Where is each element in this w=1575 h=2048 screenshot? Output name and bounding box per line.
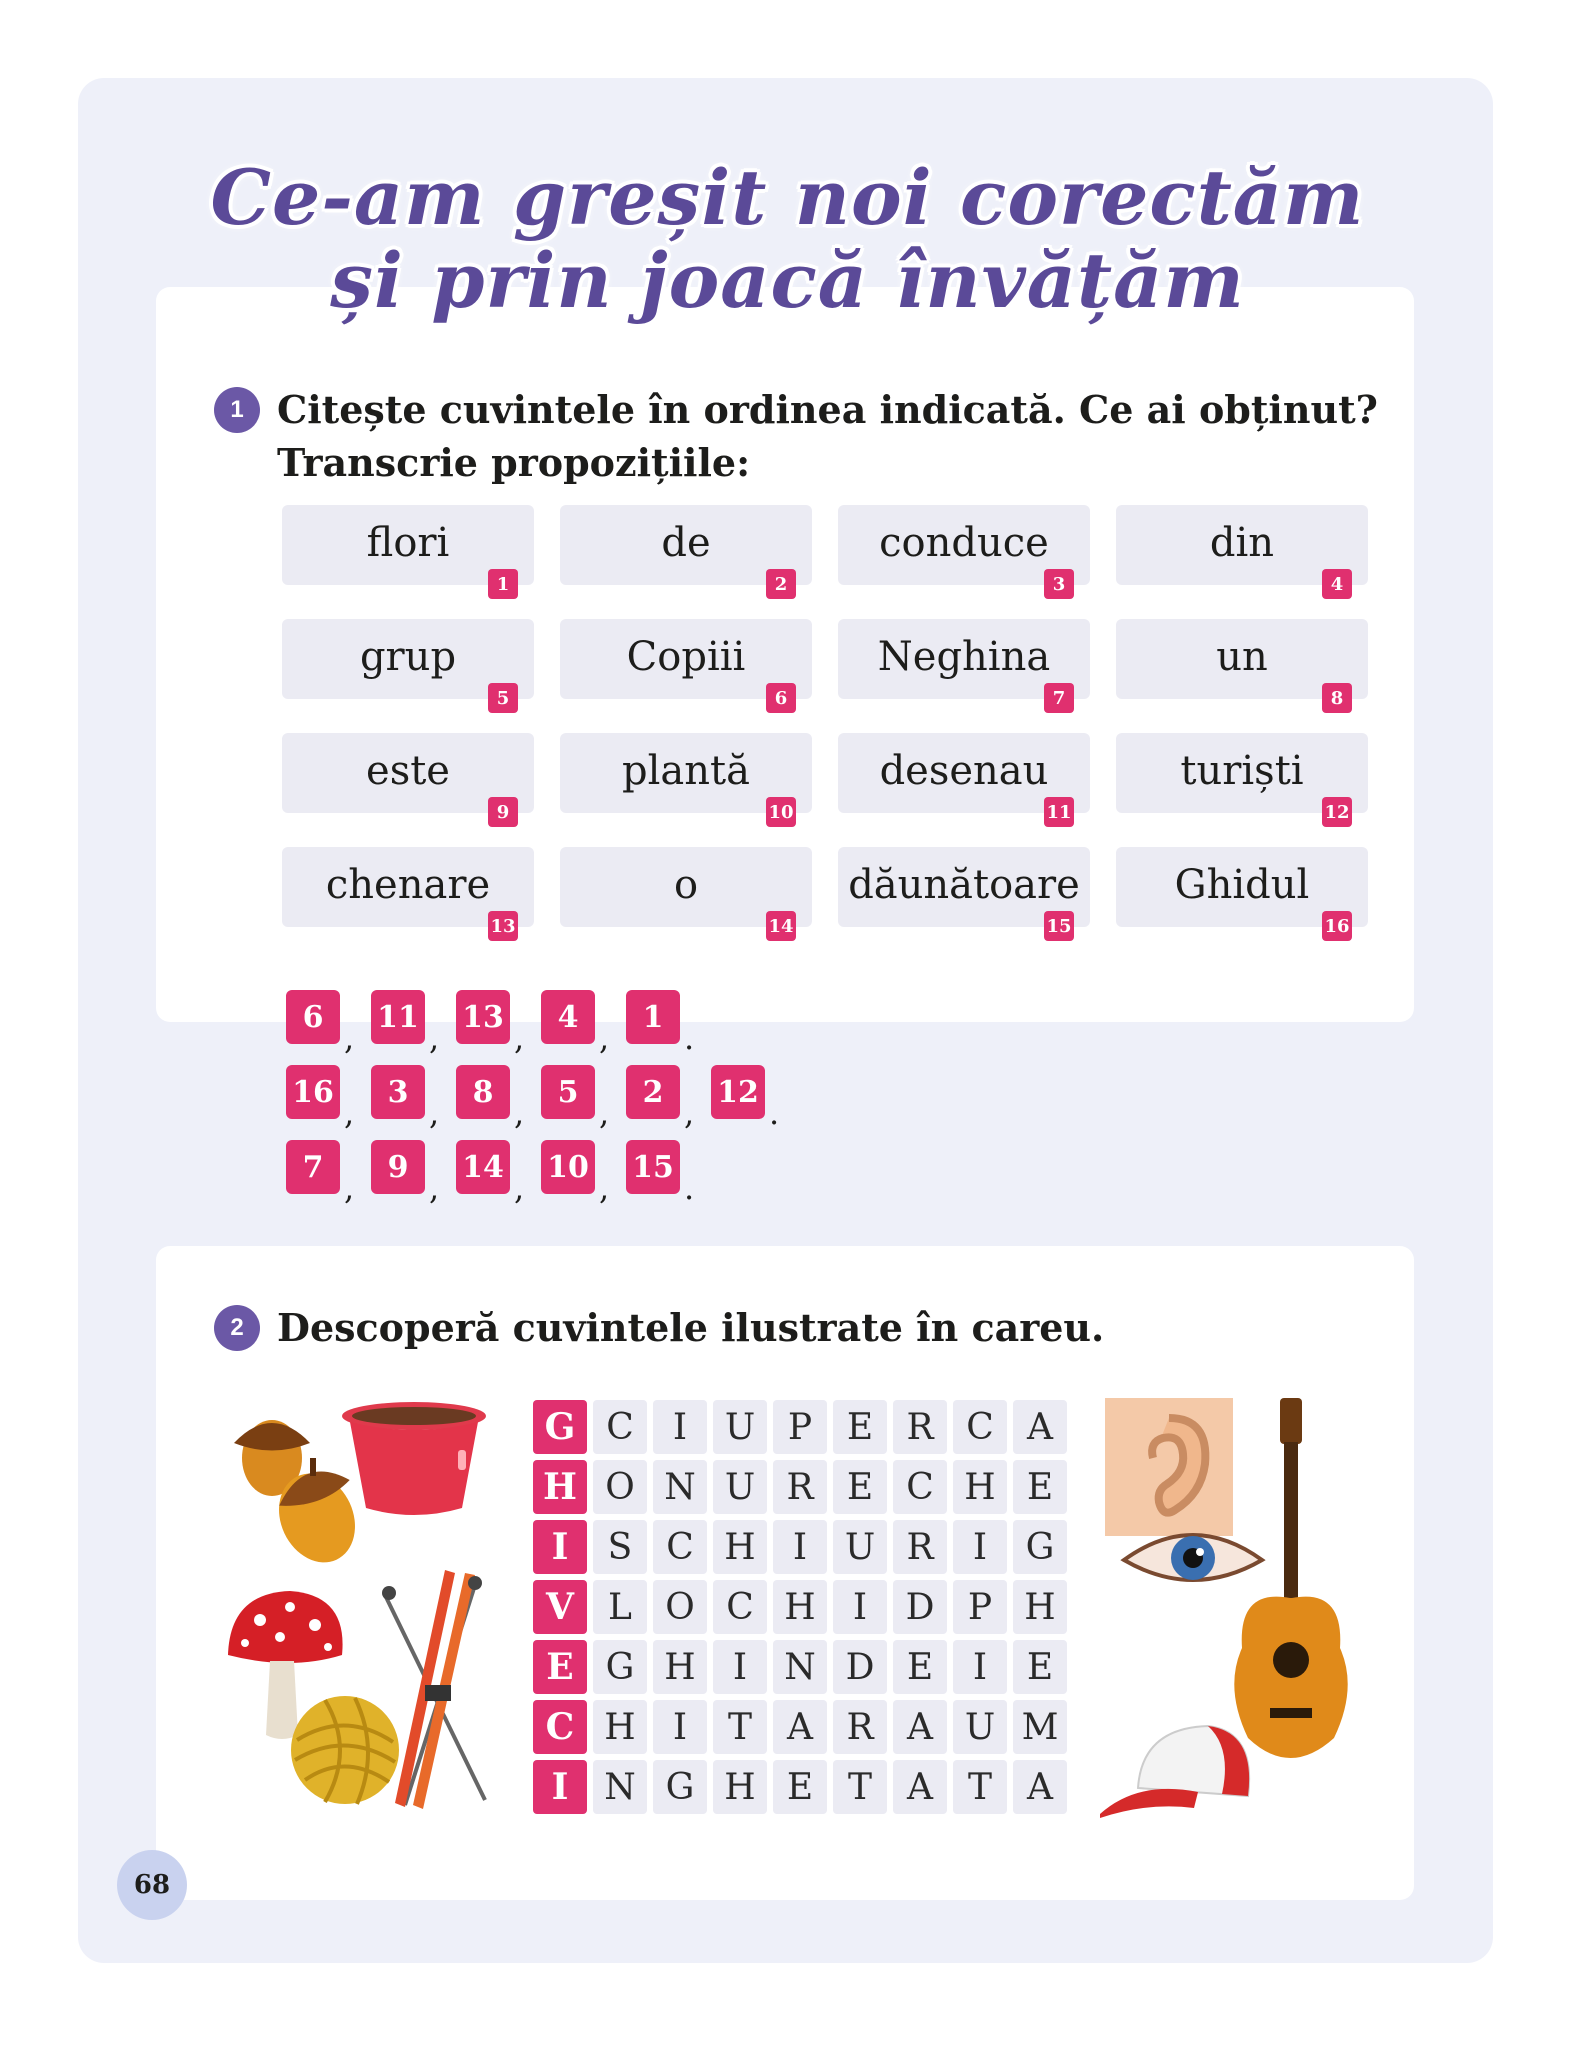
word-number-badge: 10	[766, 797, 796, 827]
sequence-punctuation: .	[684, 1019, 695, 1057]
sequence-number: 11	[371, 990, 425, 1044]
grid-cell[interactable]: E	[893, 1640, 947, 1694]
grid-cell[interactable]: G	[593, 1640, 647, 1694]
grid-cell[interactable]: A	[773, 1700, 827, 1754]
word-number-badge: 7	[1044, 683, 1074, 713]
word-text: este	[366, 748, 450, 794]
grid-cell[interactable]: S	[593, 1520, 647, 1574]
grid-cell[interactable]: E	[1013, 1460, 1067, 1514]
grid-cell[interactable]: T	[953, 1760, 1007, 1814]
word-text: Ghidul	[1174, 862, 1310, 908]
sequence-punctuation: ,	[429, 1169, 440, 1207]
sequence-punctuation: ,	[599, 1019, 610, 1057]
word-card	[838, 505, 1090, 595]
grid-cell[interactable]: C	[713, 1580, 767, 1634]
word-card	[838, 733, 1090, 823]
grid-cell[interactable]: T	[713, 1700, 767, 1754]
word-number-badge: 9	[488, 797, 518, 827]
grid-cell[interactable]: C	[893, 1460, 947, 1514]
grid-cell[interactable]: H	[953, 1460, 1007, 1514]
grid-cell[interactable]: E	[833, 1460, 887, 1514]
sequence-punctuation: .	[769, 1094, 780, 1132]
grid-cell[interactable]: C	[653, 1520, 707, 1574]
flower-pot-icon	[338, 1400, 490, 1518]
grid-cell[interactable]: A	[893, 1760, 947, 1814]
word-card	[282, 505, 534, 595]
word-text: de	[661, 520, 711, 566]
word-text: grup	[359, 634, 457, 680]
word-card	[1116, 733, 1368, 823]
word-card	[282, 847, 534, 937]
word-text: un	[1216, 634, 1268, 680]
sequence-row	[286, 1140, 711, 1207]
grid-cell[interactable]: R	[833, 1700, 887, 1754]
grid-cell[interactable]: D	[833, 1640, 887, 1694]
sequence-punctuation: ,	[599, 1169, 610, 1207]
word-text: turiști	[1180, 748, 1304, 794]
sequence-punctuation: ,	[429, 1094, 440, 1132]
skis-icon	[375, 1565, 495, 1815]
sequence-number: 16	[286, 1065, 340, 1119]
grid-cell[interactable]: D	[893, 1580, 947, 1634]
sequence-punctuation: ,	[344, 1019, 355, 1057]
sequence-punctuation: .	[684, 1169, 695, 1207]
grid-cell[interactable]: N	[593, 1760, 647, 1814]
sequence-number: 10	[541, 1140, 595, 1194]
word-text: Copiii	[626, 634, 746, 680]
grid-cell[interactable]: A	[1013, 1400, 1067, 1454]
sequence-number: 2	[626, 1065, 680, 1119]
grid-cell[interactable]: P	[773, 1400, 827, 1454]
sequence-punctuation: ,	[344, 1169, 355, 1207]
grid-cell-highlighted[interactable]: C	[533, 1700, 587, 1754]
word-number-badge: 2	[766, 569, 796, 599]
sequence-punctuation: ,	[514, 1094, 525, 1132]
word-number-badge: 1	[488, 569, 518, 599]
grid-cell-highlighted[interactable]: G	[533, 1400, 587, 1454]
word-number-badge: 11	[1044, 797, 1074, 827]
sequence-number: 9	[371, 1140, 425, 1194]
word-number-badge: 5	[488, 683, 518, 713]
sequence-number: 13	[456, 990, 510, 1044]
word-number-badge: 6	[766, 683, 796, 713]
grid-cell-highlighted[interactable]: E	[533, 1640, 587, 1694]
grid-cell[interactable]: R	[893, 1400, 947, 1454]
sequence-number: 1	[626, 990, 680, 1044]
grid-cell[interactable]: A	[1013, 1760, 1067, 1814]
word-text: flori	[366, 520, 450, 566]
task-1-instruction-line-2: Transcrie propozițiile:	[277, 440, 751, 485]
grid-cell[interactable]: A	[893, 1700, 947, 1754]
word-number-badge: 3	[1044, 569, 1074, 599]
grid-cell[interactable]: I	[653, 1400, 707, 1454]
task-2-instruction: Descoperă cuvintele ilustrate în careu.	[277, 1305, 1105, 1350]
sequence-number: 15	[626, 1140, 680, 1194]
word-card	[560, 733, 812, 823]
page-title-line-2: și prin joacă învățăm	[330, 236, 1245, 325]
sequence-number: 12	[711, 1065, 765, 1119]
grid-cell-highlighted[interactable]: V	[533, 1580, 587, 1634]
sequence-punctuation: ,	[429, 1019, 440, 1057]
cap-icon	[1098, 1718, 1258, 1828]
word-text: desenau	[879, 748, 1049, 794]
sequence-punctuation: ,	[514, 1019, 525, 1057]
word-card	[1116, 847, 1368, 937]
grid-cell[interactable]: C	[593, 1400, 647, 1454]
grid-cell[interactable]: G	[653, 1760, 707, 1814]
sequence-number: 6	[286, 990, 340, 1044]
grid-cell[interactable]: R	[773, 1460, 827, 1514]
grid-cell[interactable]: I	[653, 1700, 707, 1754]
sequence-number: 14	[456, 1140, 510, 1194]
sequence-punctuation: ,	[344, 1094, 355, 1132]
sequence-punctuation: ,	[514, 1169, 525, 1207]
grid-cell[interactable]: L	[593, 1580, 647, 1634]
word-text: chenare	[325, 862, 491, 908]
grid-cell[interactable]: T	[833, 1760, 887, 1814]
grid-cell[interactable]: I	[953, 1520, 1007, 1574]
grid-cell[interactable]: H	[1013, 1580, 1067, 1634]
task-1-instruction-line-1: Citește cuvintele în ordinea indicată. Ce ai obținut?	[277, 387, 1378, 432]
sequence-punctuation: ,	[599, 1094, 610, 1132]
word-text: conduce	[879, 520, 1049, 566]
grid-cell[interactable]: U	[953, 1700, 1007, 1754]
grid-cell[interactable]: M	[1013, 1700, 1067, 1754]
sequence-punctuation: ,	[684, 1094, 695, 1132]
grid-cell[interactable]: N	[773, 1640, 827, 1694]
word-number-badge: 15	[1044, 911, 1074, 941]
word-number-badge: 4	[1322, 569, 1352, 599]
grid-cell[interactable]: H	[773, 1580, 827, 1634]
sequence-row	[286, 990, 711, 1057]
word-number-badge: 12	[1322, 797, 1352, 827]
grid-cell[interactable]: I	[953, 1640, 1007, 1694]
word-text: dăunătoare	[848, 862, 1080, 908]
grid-cell[interactable]: N	[653, 1460, 707, 1514]
word-card	[838, 619, 1090, 709]
word-text: o	[673, 862, 699, 908]
grid-cell[interactable]: U	[713, 1460, 767, 1514]
page-number: 68	[117, 1850, 187, 1920]
grid-cell[interactable]: R	[893, 1520, 947, 1574]
word-card	[560, 619, 812, 709]
word-card	[838, 847, 1090, 937]
grid-cell[interactable]: H	[653, 1640, 707, 1694]
sequence-number: 3	[371, 1065, 425, 1119]
word-number-badge: 13	[488, 911, 518, 941]
word-number-badge: 8	[1322, 683, 1352, 713]
grid-cell[interactable]: G	[1013, 1520, 1067, 1574]
grid-cell-highlighted[interactable]: H	[533, 1460, 587, 1514]
grid-cell[interactable]: E	[833, 1400, 887, 1454]
grid-cell[interactable]: E	[1013, 1640, 1067, 1694]
word-card	[560, 505, 812, 595]
grid-cell[interactable]: H	[713, 1520, 767, 1574]
word-card	[1116, 505, 1368, 595]
grid-cell[interactable]: H	[713, 1760, 767, 1814]
word-text: plantă	[622, 748, 750, 794]
grid-cell[interactable]: E	[773, 1760, 827, 1814]
word-card	[560, 847, 812, 937]
word-number-badge: 14	[766, 911, 796, 941]
sequence-row	[286, 1065, 796, 1132]
word-card	[282, 619, 534, 709]
grid-cell[interactable]: U	[713, 1400, 767, 1454]
grid-cell[interactable]: P	[953, 1580, 1007, 1634]
grid-cell[interactable]: O	[653, 1580, 707, 1634]
grid-cell[interactable]: I	[833, 1580, 887, 1634]
grid-cell[interactable]: I	[713, 1640, 767, 1694]
ear-icon	[1105, 1398, 1233, 1536]
sequence-number: 5	[541, 1065, 595, 1119]
grid-cell[interactable]: I	[773, 1520, 827, 1574]
grid-cell[interactable]: U	[833, 1520, 887, 1574]
sequence-number: 7	[286, 1140, 340, 1194]
grid-cell-highlighted[interactable]: I	[533, 1520, 587, 1574]
grid-cell[interactable]: H	[593, 1700, 647, 1754]
task-1-number: 1	[214, 387, 260, 433]
page-title-line-1: Ce-am greșit noi corectăm	[210, 153, 1365, 242]
word-number-badge: 16	[1322, 911, 1352, 941]
sequence-number: 8	[456, 1065, 510, 1119]
grid-cell[interactable]: C	[953, 1400, 1007, 1454]
word-text: din	[1209, 520, 1275, 566]
grid-cell[interactable]: O	[593, 1460, 647, 1514]
word-card	[282, 733, 534, 823]
sequence-number: 4	[541, 990, 595, 1044]
word-text: Neghina	[877, 634, 1051, 680]
task-2-number: 2	[214, 1305, 260, 1351]
grid-cell-highlighted[interactable]: I	[533, 1760, 587, 1814]
word-card	[1116, 619, 1368, 709]
